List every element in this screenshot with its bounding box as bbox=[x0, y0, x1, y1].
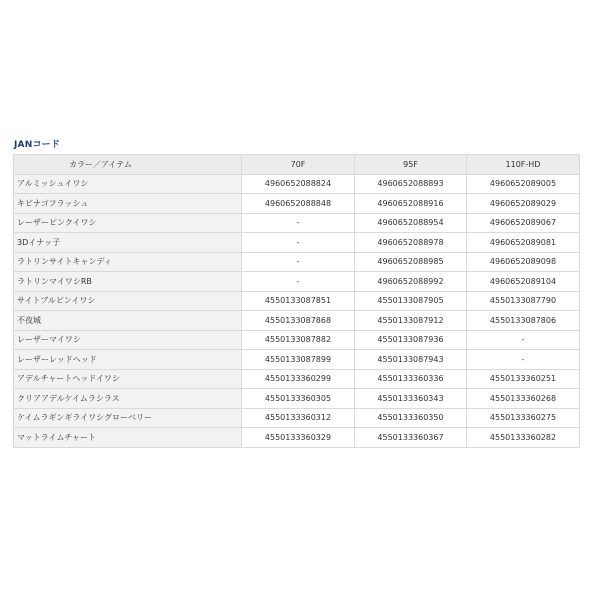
table-row bbox=[14, 428, 580, 448]
jan-code-cell: 4550133087905 bbox=[355, 291, 467, 311]
table-row bbox=[14, 194, 580, 214]
jan-code-cell: 4960652089104 bbox=[467, 272, 580, 292]
jan-code-cell: 4550133087943 bbox=[355, 350, 467, 370]
row-color-name: レーザーレッドヘッド bbox=[14, 350, 242, 370]
row-color-name: キビナゴフラッシュ bbox=[14, 194, 242, 214]
row-color-name: クリアアデルケイムラシラス bbox=[14, 389, 242, 409]
header-color-item: カラー／アイテム bbox=[14, 155, 242, 175]
jan-code-cell: 4550133360367 bbox=[355, 428, 467, 448]
jan-code-cell: 4960652089081 bbox=[467, 233, 580, 253]
jan-code-cell: 4550133087851 bbox=[242, 291, 355, 311]
row-color-name: 不夜城 bbox=[14, 311, 242, 331]
jan-code-cell: 4960652088985 bbox=[355, 252, 467, 272]
jan-code-cell: 4550133087882 bbox=[242, 330, 355, 350]
jan-code-cell: - bbox=[467, 350, 580, 370]
section-title: JANコード bbox=[14, 140, 61, 150]
row-color-name: レーザーマイワシ bbox=[14, 330, 242, 350]
jan-code-cell: 4960652089098 bbox=[467, 252, 580, 272]
jan-code-cell: 4960652088954 bbox=[355, 213, 467, 233]
jan-code-cell: 4550133087936 bbox=[355, 330, 467, 350]
jan-code-cell: 4960652088978 bbox=[355, 233, 467, 253]
jan-code-cell: 4550133087912 bbox=[355, 311, 467, 331]
jan-code-cell: 4550133087790 bbox=[467, 291, 580, 311]
table-row bbox=[14, 350, 580, 370]
jan-code-cell: 4550133360299 bbox=[242, 369, 355, 389]
row-color-name: ラトリンマイワシRB bbox=[14, 272, 242, 292]
jan-code-cell: 4960652088916 bbox=[355, 194, 467, 214]
table-row bbox=[14, 213, 580, 233]
header-110f-hd: 110F-HD bbox=[467, 155, 580, 175]
row-color-name: サイトブルピンイワシ bbox=[14, 291, 242, 311]
jan-code-cell: 4550133360329 bbox=[242, 428, 355, 448]
row-color-name: アデルチャートヘッドイワシ bbox=[14, 369, 242, 389]
jan-code-cell: 4960652089029 bbox=[467, 194, 580, 214]
jan-code-cell: 4550133360251 bbox=[467, 369, 580, 389]
jan-code-cell: - bbox=[242, 252, 355, 272]
header-95f: 95F bbox=[355, 155, 467, 175]
jan-code-cell: 4550133360275 bbox=[467, 408, 580, 428]
jan-code-cell: 4960652088848 bbox=[242, 194, 355, 214]
jan-code-cell: - bbox=[242, 233, 355, 253]
table-row bbox=[14, 291, 580, 311]
jan-code-cell: - bbox=[467, 330, 580, 350]
row-color-name: ケイムラギンギライワシグローベリー bbox=[14, 408, 242, 428]
jan-code-cell: 4550133360305 bbox=[242, 389, 355, 409]
jan-code-cell: 4550133087806 bbox=[467, 311, 580, 331]
table-body bbox=[14, 174, 580, 447]
row-color-name: レーザーピンクイワシ bbox=[14, 213, 242, 233]
jan-code-cell: - bbox=[242, 213, 355, 233]
jan-code-cell: 4550133360343 bbox=[355, 389, 467, 409]
jan-code-cell: 4550133360268 bbox=[467, 389, 580, 409]
table-row bbox=[14, 389, 580, 409]
table-header-row bbox=[14, 155, 580, 175]
jan-code-cell: 4960652088992 bbox=[355, 272, 467, 292]
table-row bbox=[14, 330, 580, 350]
table-row bbox=[14, 252, 580, 272]
jan-code-cell: 4550133087899 bbox=[242, 350, 355, 370]
row-color-name: アルミッシュイワシ bbox=[14, 174, 242, 194]
jan-code-cell: 4960652088893 bbox=[355, 174, 467, 194]
table-row bbox=[14, 233, 580, 253]
jan-code-cell: 4550133360350 bbox=[355, 408, 467, 428]
row-color-name: ラトリンサイトキャンディ bbox=[14, 252, 242, 272]
jan-code-cell: 4550133360282 bbox=[467, 428, 580, 448]
table-row bbox=[14, 272, 580, 292]
jan-code-cell: - bbox=[242, 272, 355, 292]
table-row bbox=[14, 311, 580, 331]
jan-code-cell: 4550133360336 bbox=[355, 369, 467, 389]
jan-code-cell: 4960652089067 bbox=[467, 213, 580, 233]
jan-code-cell: 4960652088824 bbox=[242, 174, 355, 194]
table-row bbox=[14, 369, 580, 389]
row-color-name: 3Dイナッ子 bbox=[14, 233, 242, 253]
jan-code-cell: 4550133087868 bbox=[242, 311, 355, 331]
table-row bbox=[14, 408, 580, 428]
jan-code-cell: 4550133360312 bbox=[242, 408, 355, 428]
table-row bbox=[14, 174, 580, 194]
jan-code-table bbox=[13, 154, 580, 448]
row-color-name: マットライムチャート bbox=[14, 428, 242, 448]
header-70f: 70F bbox=[242, 155, 355, 175]
jan-code-cell: 4960652089005 bbox=[467, 174, 580, 194]
